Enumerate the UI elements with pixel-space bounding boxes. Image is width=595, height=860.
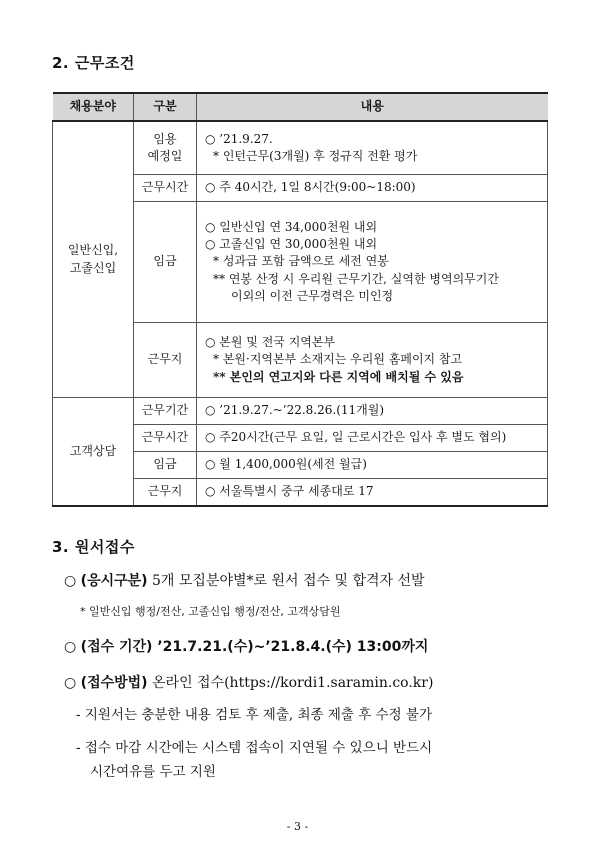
category-cell: 임금 bbox=[134, 202, 197, 323]
category-cell: 근무기간 bbox=[134, 398, 197, 425]
header-category: 구분 bbox=[134, 93, 197, 121]
table-row bbox=[53, 121, 548, 175]
category-note: * 일반신입 행정/전산, 고졸신입 행정/전산, 고객상담원 bbox=[80, 605, 341, 618]
category-cell: 임용 예정일 bbox=[134, 121, 197, 175]
header-field: 채용분야 bbox=[53, 93, 134, 121]
section-3-title: 3. 원서접수 bbox=[52, 538, 135, 556]
content-cell: ○ 월 1,400,000원(세전 월급) bbox=[197, 452, 548, 479]
application-category-item bbox=[64, 570, 425, 590]
circle-bullet-icon: ○ bbox=[64, 675, 77, 691]
method-note-2-cont: 시간여유를 두고 지원 bbox=[90, 764, 216, 780]
working-conditions-table bbox=[52, 92, 548, 507]
category-cell: 근무시간 bbox=[134, 425, 197, 452]
item-text: 5개 모집분야별*로 원서 접수 및 합격자 선발 bbox=[147, 573, 425, 589]
page-number: - 3 - bbox=[286, 820, 309, 833]
content-cell: ○ 주 40시간, 1일 8시간(9:00~18:00) bbox=[197, 175, 548, 202]
field-customer-service: 고객상담 bbox=[53, 398, 134, 507]
table-row bbox=[53, 398, 548, 425]
section-2-title: 2. 근무조건 bbox=[52, 54, 135, 72]
header-content: 내용 bbox=[197, 93, 548, 121]
content-cell: ○ 일반신입 연 34,000천원 내외 ○ 고졸신입 연 30,000천원 내외 * 성과급 포함 금액으로 세전 연봉 ** 연봉 산정 시 우리원 근무기간, 실역한 병역의무기간 이외의 이전 근무경력은 미인정 bbox=[197, 202, 548, 323]
category-cell: 임금 bbox=[134, 452, 197, 479]
content-cell: ○ 주20시간(근무 요일, 일 근로시간은 입사 후 별도 협의) bbox=[197, 425, 548, 452]
circle-bullet-icon: ○ bbox=[64, 639, 77, 655]
item-label: (응시구분) bbox=[80, 573, 148, 589]
category-cell: 근무지 bbox=[134, 323, 197, 398]
content-cell: ○ ’21.9.27. * 인턴근무(3개월) 후 정규직 전환 평가 bbox=[197, 121, 548, 175]
circle-bullet-icon: ○ bbox=[64, 573, 77, 589]
content-cell: ○ ’21.9.27.~’22.8.26.(11개월) bbox=[197, 398, 548, 425]
content-cell: ○ 본원 및 전국 지역본부 * 본원·지역본부 소재지는 우리원 홈페이지 참고 ** 본인의 연고지와 다른 지역에 배치될 수 있음 bbox=[197, 323, 548, 398]
content-cell: ○ 서울특별시 중구 세종대로 17 bbox=[197, 479, 548, 507]
method-note-2: - 접수 마감 시간에는 시스템 접속이 지연될 수 있으니 반드시 bbox=[76, 740, 433, 756]
category-cell: 근무시간 bbox=[134, 175, 197, 202]
field-general: 일반신입, 고졸신입 bbox=[53, 121, 134, 398]
application-period-item bbox=[64, 636, 428, 656]
item-label: (접수 기간) ’21.7.21.(수)~’21.8.4.(수) 13:00까지 bbox=[80, 639, 429, 655]
item-label: (접수방법) bbox=[80, 675, 148, 691]
item-text: 온라인 접수(https://kordi1.saramin.co.kr) bbox=[147, 675, 434, 691]
category-cell: 근무지 bbox=[134, 479, 197, 507]
method-note-1: - 지원서는 충분한 내용 검토 후 제출, 최종 제출 후 수정 불가 bbox=[76, 707, 432, 723]
application-method-item bbox=[64, 672, 433, 692]
table-header-row bbox=[53, 93, 548, 121]
